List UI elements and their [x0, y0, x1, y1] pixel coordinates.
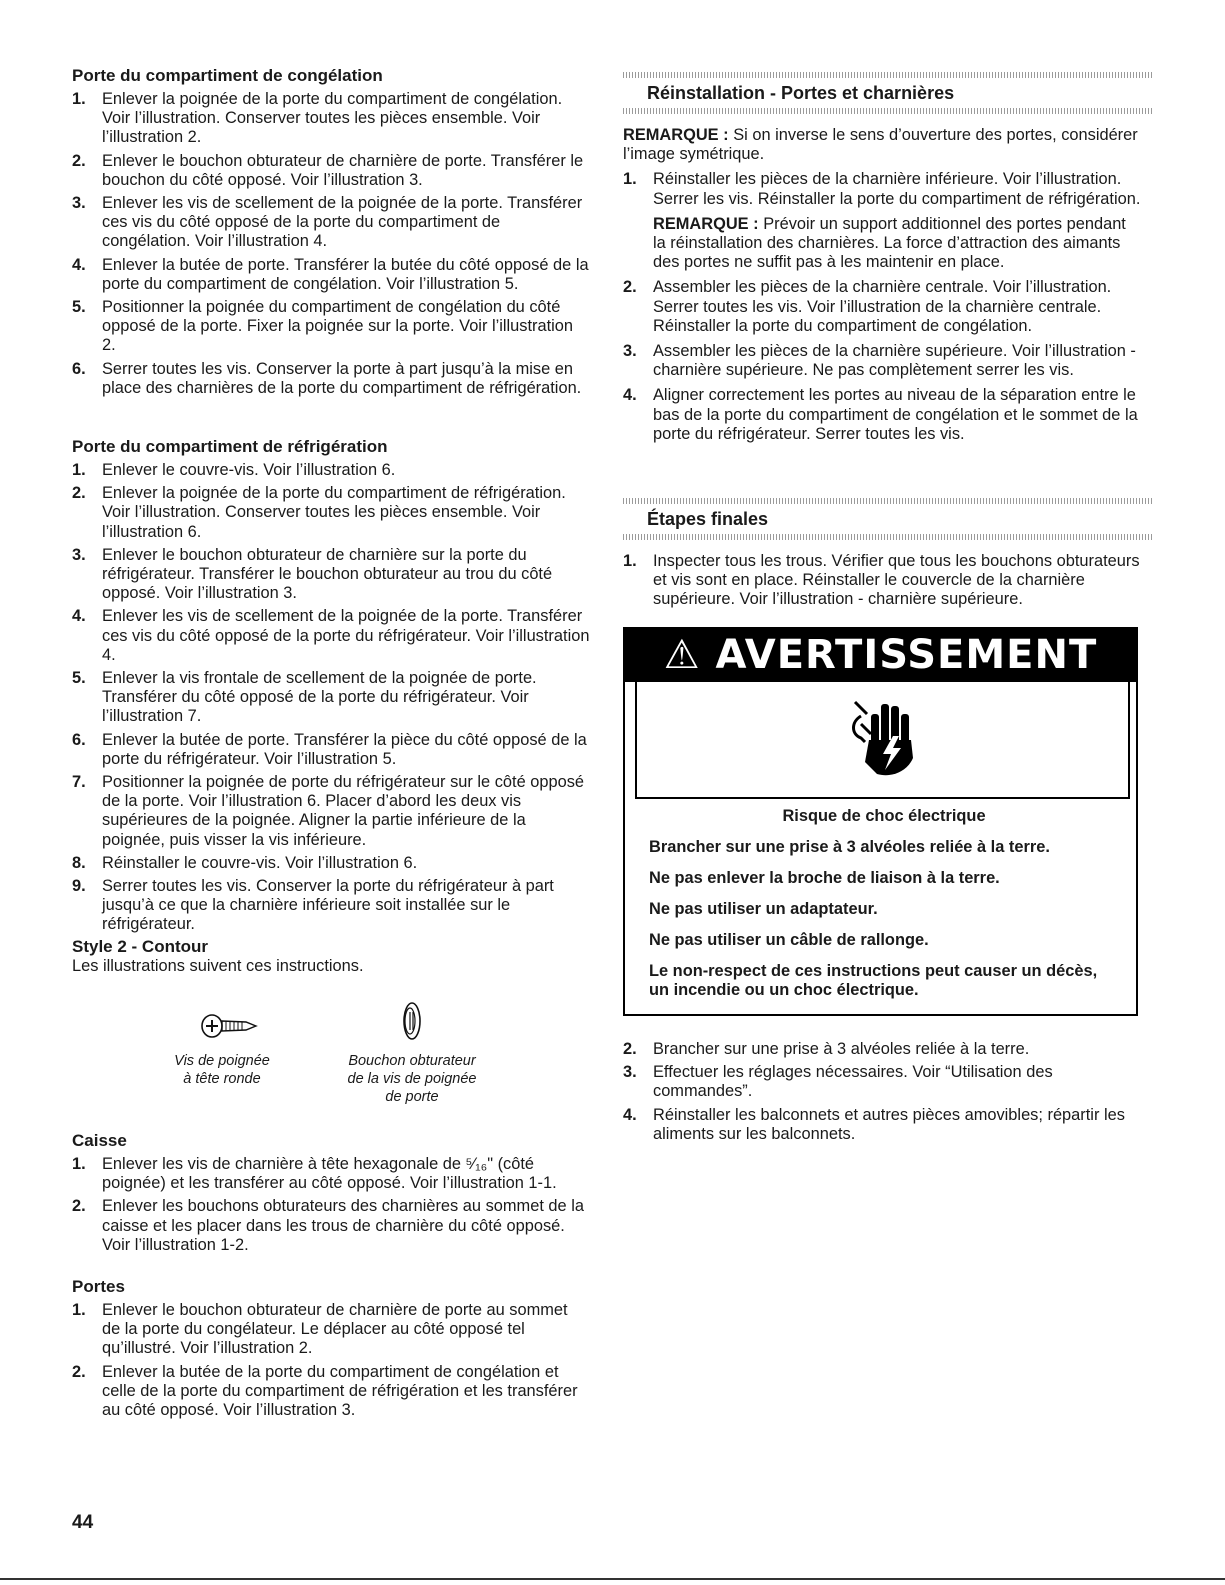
- list-text: Effectuer les réglages nécessaires. Voir “Utilisation des commandes”.: [653, 1063, 1053, 1101]
- warning-triangle-icon: ⚠: [663, 632, 701, 678]
- reinstall-steps-rest: [623, 278, 1143, 444]
- warning-consequence: Le non-respect de ces instructions peut causer un décès, un incendie ou un choc électrique.: [649, 962, 1098, 999]
- remark-text: Prévoir un support additionnel des portes pendant la réinstallation des charnières. La force d’attraction des aimants des portes ne suffit pas à les maintenir en place.: [653, 214, 1126, 272]
- list-item: [623, 1106, 1143, 1144]
- list-number: 3.: [623, 1063, 637, 1082]
- list-text: Assembler les pièces de la charnière centrale. Voir l’illustration. Serrer toutes les vis. Voir l’illustration de la charnière centrale. Réinstaller la porte du compartiment de congélation.: [653, 278, 1112, 335]
- warning-symbol-panel: [635, 682, 1130, 799]
- list-text: Enlever la vis frontale de scellement de la poignée de porte. Transférer du côté opposé de la porte du réfrigérateur. Voir l’illustration 7.: [102, 669, 537, 726]
- list-number: 3.: [72, 194, 86, 213]
- list-text: Enlever la butée de porte. Transférer la butée du côté opposé de la porte du compartiment de congélation. Voir l’illustration 5.: [102, 255, 589, 293]
- plug-caption-line1: Bouchon obturateur: [348, 1053, 476, 1069]
- list-text: Enlever le bouchon obturateur de charnière de porte. Transférer le bouchon du côté opposé. Voir l’illustration 3.: [102, 151, 584, 189]
- list-item: [623, 1040, 1143, 1059]
- reinstall-remark: [623, 126, 1143, 164]
- dotted-rule: [623, 108, 1153, 114]
- final-steps: [623, 552, 1143, 610]
- list-number: 3.: [72, 545, 86, 564]
- list-number: 4.: [623, 1105, 637, 1124]
- list-number: 1.: [72, 1301, 86, 1319]
- fridge-door-steps: [72, 461, 590, 935]
- screw-caption-line1: Vis de poignée: [174, 1053, 270, 1069]
- remark-label: REMARQUE :: [623, 126, 729, 144]
- list-text: Positionner la poignée du compartiment de congélation du côté opposé de la porte. Fixer la poignée sur la porte. Voir l’illustration 2.: [102, 298, 574, 355]
- list-text: Réinstaller le couvre-vis. Voir l’illustration 6.: [102, 853, 418, 872]
- plug-caption-line3: de porte: [385, 1089, 439, 1105]
- list-number: 5.: [72, 298, 86, 317]
- list-item: [72, 461, 590, 480]
- list-text: Enlever la poignée de la porte du compartiment de congélation. Voir l’illustration. Conserver toutes les pièces ensemble. Voir l’illustration 2.: [102, 90, 563, 147]
- reinstall-body: [623, 126, 1143, 444]
- style2-section: [72, 937, 590, 976]
- list-item: [72, 731, 590, 769]
- list-text: Enlever les vis de scellement de la poignée de la porte. Transférer ces vis du côté opposé de la porte du réfrigérateur. Voir l’illustration 4.: [102, 607, 590, 664]
- reinstall-steps: [623, 170, 1143, 272]
- warning-line: Ne pas enlever la broche de liaison à la terre.: [649, 869, 1000, 887]
- list-text: Brancher sur une prise à 3 alvéoles reliée à la terre.: [653, 1040, 1030, 1058]
- fridge-door-section: [72, 437, 590, 935]
- list-number: 3.: [623, 342, 637, 361]
- list-item: [72, 607, 590, 665]
- list-item: [623, 1063, 1143, 1101]
- fridge-door-heading: Porte du compartiment de réfrigération: [72, 437, 388, 456]
- list-item: [72, 773, 590, 850]
- warning-risk: Risque de choc électrique: [782, 807, 986, 825]
- list-item: [72, 360, 590, 398]
- list-item: [623, 278, 1143, 336]
- list-item: [72, 194, 590, 252]
- warning-line: Ne pas utiliser un câble de rallonge.: [649, 931, 929, 949]
- list-item: [623, 386, 1143, 444]
- remark-text: Si on inverse le sens d’ouverture des portes, considérer l’image symétrique.: [623, 126, 1138, 164]
- doors-section: [72, 1277, 590, 1420]
- list-text: Enlever la butée de la porte du compartiment de congélation et celle de la porte du compartiment de réfrigération et les transférer au côté opposé. Voir l’illustration 3.: [102, 1362, 578, 1420]
- list-item: [72, 1363, 590, 1421]
- reinstall-heading: Réinstallation - Portes et charnières: [647, 83, 955, 103]
- list-item: [72, 669, 590, 727]
- list-number: 2.: [72, 1362, 86, 1381]
- list-number: 2.: [72, 484, 86, 503]
- list-text: Enlever les vis de charnière à tête hexagonale de ⁵⁄₁₆" (côté poignée) et les transférer au côté opposé. Voir l’illustration 1-1.: [102, 1155, 557, 1193]
- after-warning-body: [623, 1036, 1143, 1144]
- style2-text: Les illustrations suivent ces instructions.: [72, 957, 364, 975]
- list-text: Enlever le bouchon obturateur de charnière sur la porte du réfrigérateur. Transférer le bouchon obturateur au trou du côté opposé. Voir l’illustration 3.: [102, 545, 553, 603]
- list-item: [72, 1301, 590, 1359]
- list-text: Serrer toutes les vis. Conserver la porte à part jusqu’à la mise en place des charnières de la porte du compartiment de réfrigération.: [102, 359, 582, 397]
- list-item: [72, 484, 590, 542]
- list-item: [72, 256, 590, 294]
- final-heading: Étapes finales: [647, 509, 769, 529]
- screw-caption: [142, 1052, 302, 1088]
- list-text: Assembler les pièces de la charnière supérieure. Voir l’illustration - charnière supérieure. Ne pas complètement serrer les vis.: [653, 342, 1136, 380]
- warning-text: [649, 807, 1119, 1012]
- freezer-door-section: [72, 66, 590, 398]
- after-warning-steps: [623, 1040, 1143, 1144]
- list-text: Aligner correctement les portes au niveau de la séparation entre le bas de la porte du compartiment de congélation et le sommet de la porte du réfrigérateur. Serrer toutes les vis.: [653, 386, 1138, 443]
- item1-remark: [653, 215, 1143, 273]
- list-number: 6.: [72, 359, 86, 378]
- list-item: [623, 552, 1143, 610]
- warning-header: [625, 629, 1136, 682]
- list-number: 9.: [72, 877, 86, 896]
- electric-shock-icon: [847, 696, 927, 782]
- reinstall-band: [623, 72, 1153, 114]
- list-item: [72, 546, 590, 604]
- list-number: 1.: [72, 1155, 86, 1173]
- list-item: [72, 298, 590, 356]
- list-item: [72, 1155, 590, 1193]
- list-number: 1.: [72, 461, 86, 479]
- list-text: Enlever la poignée de la porte du compartiment de réfrigération. Voir l’illustration. Conserver toutes les pièces ensemble. Voir l’illustration 6.: [102, 484, 566, 541]
- freezer-door-heading: Porte du compartiment de congélation: [72, 66, 383, 85]
- warning-line: Brancher sur une prise à 3 alvéoles reliée à la terre.: [649, 838, 1050, 856]
- doors-steps: [72, 1301, 590, 1420]
- list-item: [72, 854, 590, 873]
- cabinet-steps: [72, 1155, 590, 1255]
- list-text: Enlever le bouchon obturateur de charnière de porte au sommet de la porte du congélateur. Le déplacer au côté opposé tel qu’illustré. Voir l’illustration 2.: [102, 1301, 568, 1358]
- plug-caption: [312, 1052, 512, 1106]
- bottom-rule: [0, 1578, 1225, 1580]
- list-item: [623, 170, 1143, 272]
- list-number: 4.: [72, 607, 86, 626]
- round-head-screw-illustration: [198, 1010, 258, 1042]
- final-body: [623, 552, 1143, 610]
- list-number: 5.: [72, 669, 86, 688]
- warning-box: [623, 627, 1138, 1016]
- list-item: [72, 1197, 590, 1255]
- list-item: [72, 90, 590, 148]
- list-number: 2.: [623, 278, 637, 297]
- list-number: 4.: [72, 255, 86, 274]
- list-text: Enlever les vis de scellement de la poignée de la porte. Transférer ces vis du côté opposé de la porte du compartiment de congélation. Voir l’illustration 4.: [102, 194, 583, 251]
- screw-caption-line2: à tête ronde: [183, 1071, 261, 1087]
- warning-header-text: AVERTISSEMENT: [715, 632, 1098, 678]
- list-item: [623, 342, 1143, 380]
- list-text: Réinstaller les balconnets et autres pièces amovibles; répartir les aliments sur les balconnets.: [653, 1105, 1125, 1143]
- list-number: 4.: [623, 386, 637, 405]
- list-number: 1.: [623, 552, 637, 570]
- cabinet-heading: Caisse: [72, 1131, 127, 1150]
- list-number: 8.: [72, 853, 86, 872]
- list-text: Inspecter tous les trous. Vérifier que tous les bouchons obturateurs et vis sont en place. Réinstaller le couvercle de la charnière supérieure. Voir l’illustration - charnière supérieure.: [653, 552, 1140, 609]
- list-text: Serrer toutes les vis. Conserver la porte du réfrigérateur à part jusqu’à ce que la charnière inférieure soit installée sur le réfrigérateur.: [102, 877, 554, 934]
- list-text: Positionner la poignée de porte du réfrigérateur sur le côté opposé de la porte. Voir l’illustration 6. Placer d’abord les deux vis supérieures de la poignée. Aligner la partie inférieure de la poignée, puis visser la vis inférieure.: [102, 773, 585, 849]
- cabinet-section: [72, 1131, 590, 1255]
- list-item: [72, 877, 590, 935]
- list-text: Enlever le couvre-vis. Voir l’illustration 6.: [102, 461, 396, 479]
- list-text: Réinstaller les pièces de la charnière inférieure. Voir l’illustration. Serrer les vis. Réinstaller la porte du compartiment de réfrigération.: [653, 170, 1141, 208]
- page-number: 44: [72, 1512, 94, 1533]
- list-number: 2.: [623, 1040, 637, 1058]
- list-text: Enlever la butée de porte. Transférer la pièce du côté opposé de la porte du réfrigérateur. Voir l’illustration 5.: [102, 730, 587, 768]
- screw-plug-illustration: [398, 1000, 426, 1042]
- plug-caption-line2: de la vis de poignée: [347, 1071, 477, 1087]
- list-number: 2.: [72, 1197, 86, 1216]
- warning-line: Ne pas utiliser un adaptateur.: [649, 900, 878, 918]
- freezer-door-steps: [72, 90, 590, 398]
- remark-label: REMARQUE :: [653, 214, 759, 233]
- list-number: 1.: [72, 90, 86, 108]
- list-number: 1.: [623, 170, 637, 189]
- final-band: [623, 498, 1153, 540]
- list-number: 7.: [72, 773, 86, 792]
- list-item: [72, 152, 590, 190]
- list-text: Enlever les bouchons obturateurs des charnières au sommet de la caisse et les placer dans les trous de charnière du côté opposé. Voir l’illustration 1-2.: [102, 1197, 584, 1254]
- style2-heading: Style 2 - Contour: [72, 937, 209, 956]
- list-number: 6.: [72, 730, 86, 749]
- list-number: 2.: [72, 151, 86, 170]
- doors-heading: Portes: [72, 1277, 125, 1296]
- dotted-rule: [623, 534, 1153, 540]
